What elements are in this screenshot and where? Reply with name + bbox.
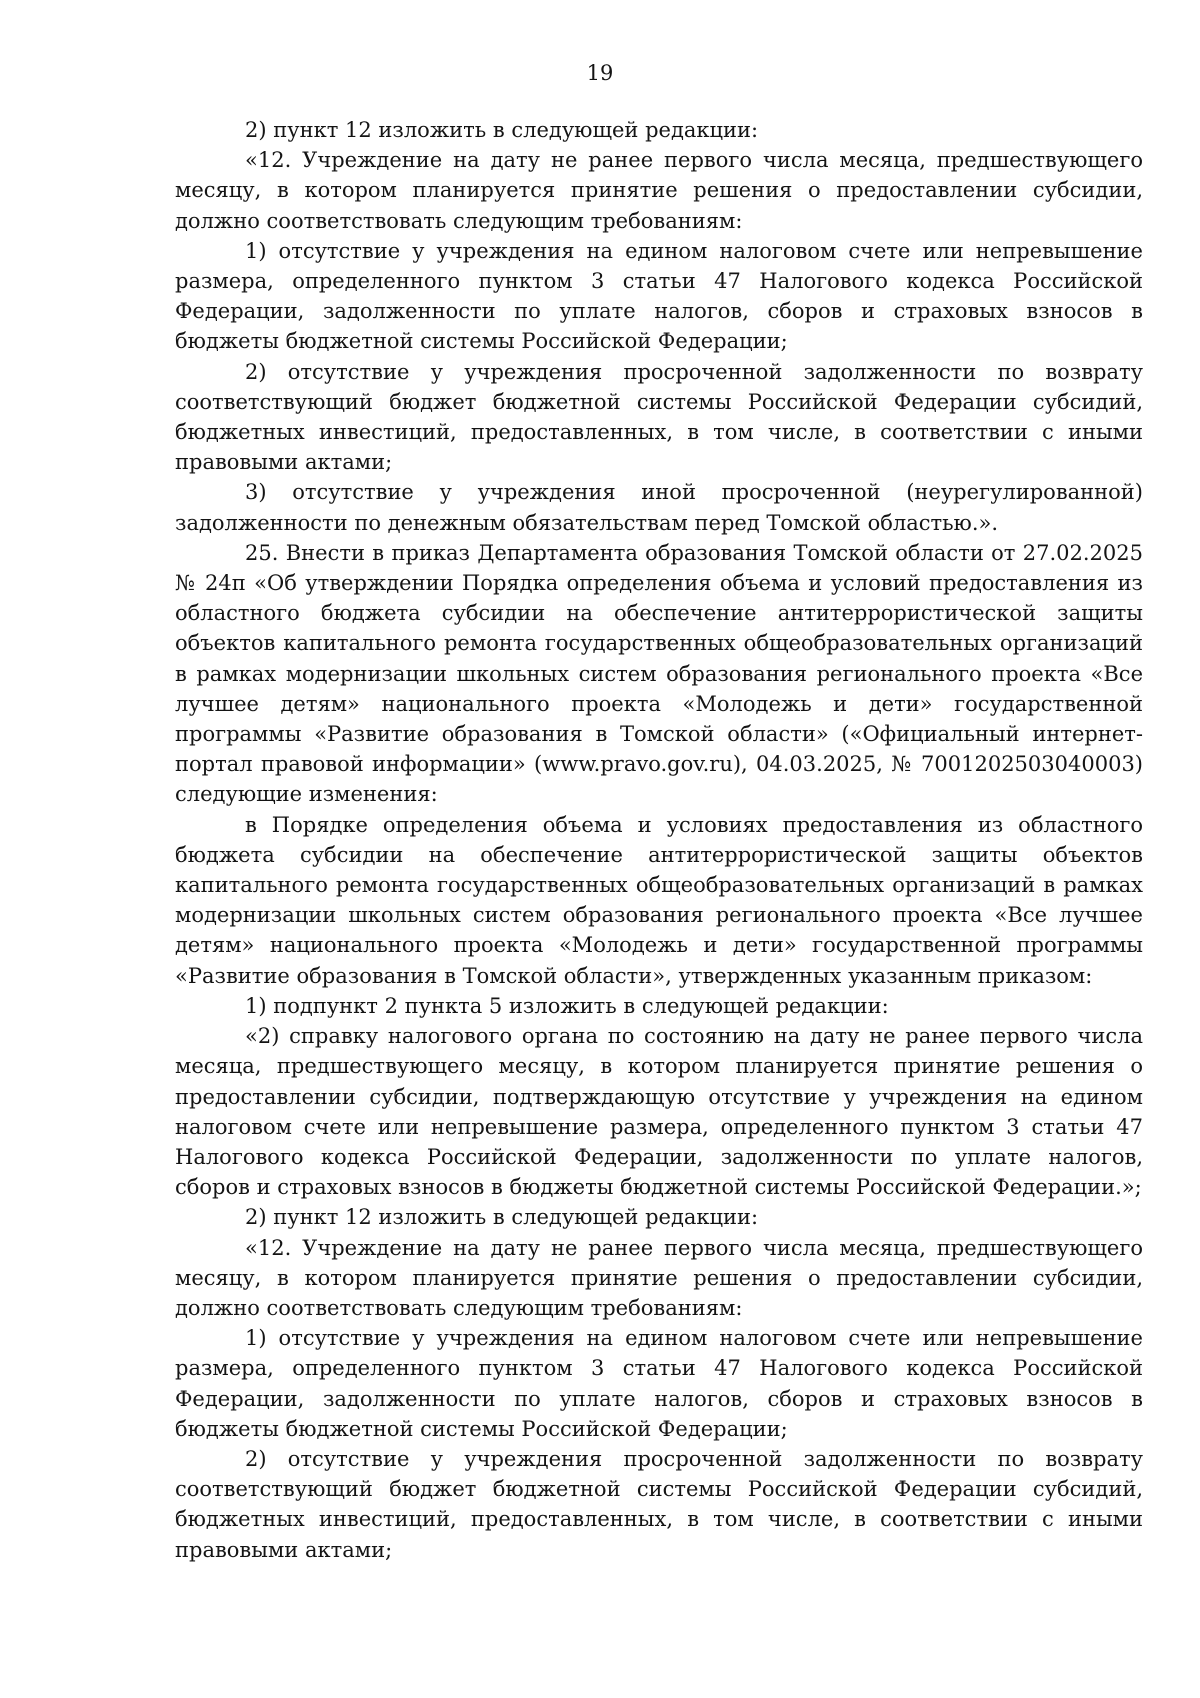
paragraph-tax-certificate: «2) справку налогового органа по состоянию на дату не ранее первого числа месяца, предшествующего месяцу, в котором планируется принятие решения о предоставлении субсидии, подтверждающую отсутствие у учреждения на едином налоговом счете или непревышение размера, определенного пунктом 3 статьи 47 Налогового кодекса Российской Федерации, задолженности по уплате налогов, сборов и страховых взносов в бюджеты бюджетной системы Российской Федерации.»; [175, 1024, 1143, 1200]
paragraph-item-2-point-12-repeat: 2) пункт 12 изложить в следующей редакции: [245, 1205, 759, 1230]
paragraph-point-12-text-repeat: «12. Учреждение на дату не ранее первого числа месяца, предшествующего месяцу, в котором планируется принятие решения о предоставлении субсидии, должно соответствовать следующим требованиям: [175, 1235, 1143, 1320]
paragraph-point-12-text: «12. Учреждение на дату не ранее первого числа месяца, предшествующего месяцу, в котором планируется принятие решения о предоставлении субсидии, должно соответствовать следующим требованиям: [175, 148, 1143, 233]
paragraph-section-25: 25. Внести в приказ Департамента образования Томской области от 27.02.2025 № 24п «Об утверждении Порядка определения объема и условий предоставления из областного бюджета субсидии на обеспечение антитеррористической защиты объектов капитального ремонта государственных общеобразовательных организаций в рамках модернизации школьных систем образования регионального проекта «Все лучшее детям» национального проекта «Молодежь и дети» государственной программы «Развитие образования в Томской области» («Официальный интернет-портал правовой информации» (www.pravo.gov.ru), 04.03.2025, № 7001202503040003) следующие изменения: [175, 540, 1143, 807]
document-body [175, 115, 1143, 1565]
paragraph-requirement-1-repeat: 1) отсутствие у учреждения на едином налоговом счете или непревышение размера, определенного пунктом 3 статьи 47 Налогового кодекса Российской Федерации, задолженности по уплате налогов, сборов и страховых взносов в бюджеты бюджетной системы Российской Федерации; [175, 1326, 1143, 1441]
paragraph-item-2-point-12: 2) пункт 12 изложить в следующей редакции: [245, 118, 759, 142]
paragraph-subitem-2-point-5: 1) подпункт 2 пункта 5 изложить в следующей редакции: [245, 993, 889, 1018]
paragraph-requirement-1: 1) отсутствие у учреждения на едином налоговом счете или непревышение размера, определенного пунктом 3 статьи 47 Налогового кодекса Российской Федерации, задолженности по уплате налогов, сборов и страховых взносов в бюджеты бюджетной системы Российской Федерации; [175, 238, 1143, 354]
page-number: 19 [586, 61, 614, 85]
paragraph-order-changes: в Порядке определения объема и условиях предоставления из областного бюджета субсидии на обеспечение антитеррористической защиты объектов капитального ремонта государственных общеобразовательных организаций в рамках модернизации школьных систем образования регионального проекта «Все лучшее детям» национального проекта «Молодежь и дети» государственной программы «Развитие образования в Томской области», утвержденных указанным приказом: [175, 812, 1143, 988]
paragraph-requirement-2-repeat: 2) отсутствие у учреждения просроченной задолженности по возврату соответствующий бюджет бюджетной системы Российской Федерации субсидий, бюджетных инвестиций, предоставленных, в том числе, в соответствии с иными правовыми актами; [175, 1446, 1143, 1562]
paragraph-requirement-2: 2) отсутствие у учреждения просроченной задолженности по возврату соответствующий бюджет бюджетной системы Российской Федерации субсидий, бюджетных инвестиций, предоставленных, в том числе, в соответствии с иными правовыми актами; [175, 359, 1143, 475]
paragraph-requirement-3: 3) отсутствие у учреждения иной просроченной (неурегулированной) задолженности по денежным обязательствам перед Томской областью.». [175, 480, 1143, 535]
